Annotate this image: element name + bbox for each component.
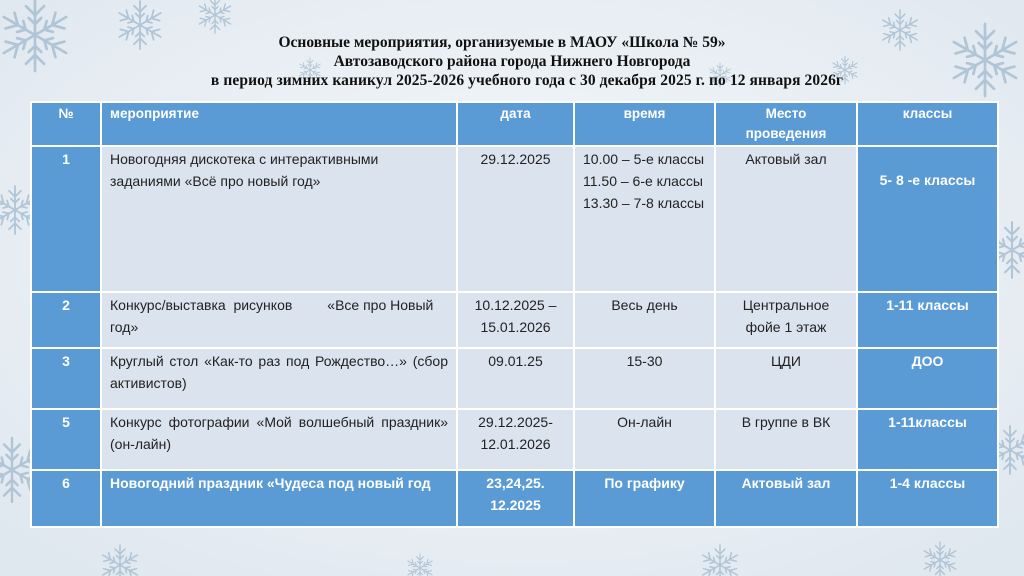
row-num: 6 [31,470,101,527]
row-place: В группе в ВК [715,409,857,470]
time-slot: 11.50 – 6-е классы [583,173,703,189]
row-time: По графику [574,470,715,527]
table-row [31,409,998,470]
row-event: Новогодняя дискотека с интерактивными заданиями «Всё про новый год» [101,146,457,292]
title-line-2: Автозаводского района города Нижнего Новгорода [333,53,691,70]
row-num: 1 [31,146,101,292]
row-date: 29.12.2025 [457,146,574,292]
table-row [31,292,998,348]
row-event: Конкурс фотографии «Мой волшебный праздник» (он-лайн) [101,409,457,470]
table-row [31,348,998,409]
row-date: 09.01.25 [457,348,574,409]
time-slot: 10.00 – 5-е классы [583,151,705,167]
row-num: 5 [31,409,101,470]
row-time: Весь день [574,292,715,348]
row-date: 10.12.2025 – 15.01.2026 [457,292,574,348]
header-date: дата [457,102,574,146]
header-place: Место проведения [715,102,857,146]
time-slot: 13.30 – 7-8 классы [583,195,705,211]
header-event: мероприятие [101,102,457,146]
row-event: Круглый стол «Как-то раз под Рождество…» (сбор активистов) [101,348,457,409]
row-classes: 1-4 классы [857,470,998,527]
table-row [31,470,998,527]
header-time: время [574,102,715,146]
row-place: Актовый зал [715,146,857,292]
row-time [574,146,715,292]
row-num: 2 [31,292,101,348]
row-place: ЦДИ [715,348,857,409]
title-line-3: в период зимних каникул 2025-2026 учебного года с 30 декабря 2025 г. по 12 января 2026г [210,72,844,89]
row-classes: 1-11классы [857,409,998,470]
row-num: 3 [31,348,101,409]
row-place: Актовый зал [715,470,857,527]
row-event: Новогодний праздник «Чудеса под новый год [101,470,457,527]
page-title [0,33,1024,90]
table-header-row [31,102,998,146]
row-classes: 5- 8 -е классы [857,146,998,292]
row-classes: 1-11 классы [857,292,998,348]
row-date: 29.12.2025- 12.01.2026 [457,409,574,470]
row-time: Он-лайн [574,409,715,470]
title-line-1: Основные мероприятия, организуемые в МАОУ «Школа № 59» [278,34,726,51]
events-table [30,101,999,528]
row-place: Центральное фойе 1 этаж [715,292,857,348]
row-date: 23,24,25. 12.2025 [457,470,574,527]
table-row [31,146,998,292]
row-event: Конкурс/выставка рисунков «Все про Новый год» [101,292,457,348]
row-time: 15-30 [574,348,715,409]
row-classes: ДОО [857,348,998,409]
header-classes: классы [857,102,998,146]
header-num: № [31,102,101,146]
